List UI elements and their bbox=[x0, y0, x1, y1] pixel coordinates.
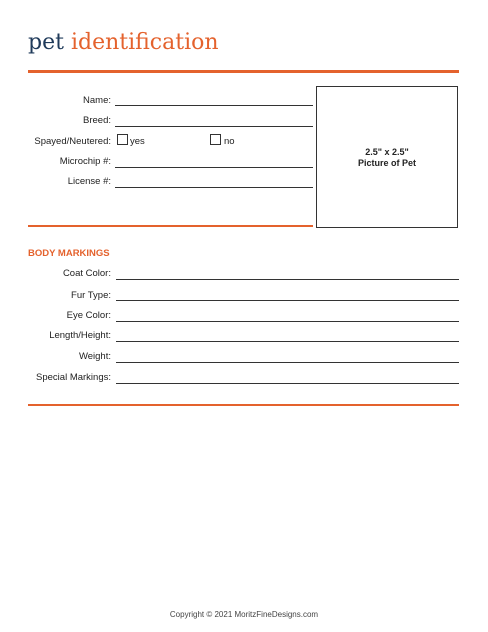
section-divider-1 bbox=[28, 225, 313, 227]
special-markings-label: Special Markings: bbox=[36, 372, 111, 383]
fur-type-label: Fur Type: bbox=[71, 290, 111, 301]
spayed-yes-checkbox[interactable] bbox=[117, 134, 128, 145]
title-word-pet: pet bbox=[28, 30, 64, 55]
name-label: Name: bbox=[83, 95, 111, 106]
weight-field[interactable] bbox=[116, 362, 459, 363]
length-height-field[interactable] bbox=[116, 341, 459, 342]
breed-field[interactable] bbox=[115, 126, 313, 127]
microchip-label: Microchip #: bbox=[59, 156, 111, 167]
fur-type-field[interactable] bbox=[116, 300, 459, 301]
coat-color-field[interactable] bbox=[116, 279, 459, 280]
photo-caption: Picture of Pet bbox=[357, 158, 416, 168]
microchip-field[interactable] bbox=[115, 167, 313, 168]
page-title bbox=[28, 30, 219, 55]
section-divider-2 bbox=[28, 404, 459, 406]
copyright-footer: Copyright © 2021 MoritzFineDesigns.com bbox=[169, 610, 319, 619]
eye-color-field[interactable] bbox=[116, 321, 459, 322]
photo-size-text: 2.5" x 2.5" bbox=[365, 147, 409, 157]
license-field[interactable] bbox=[115, 187, 313, 188]
header-divider bbox=[28, 70, 459, 73]
coat-color-label: Coat Color: bbox=[62, 268, 111, 279]
title-word-identification: identification bbox=[70, 30, 219, 55]
spayed-yes-label: yes bbox=[130, 136, 145, 147]
eye-color-label: Eye Color: bbox=[66, 310, 111, 321]
body-markings-heading: BODY MARKINGS bbox=[28, 248, 110, 259]
breed-label: Breed: bbox=[83, 115, 111, 126]
photo-box[interactable] bbox=[316, 86, 458, 228]
license-label: License #: bbox=[67, 176, 111, 187]
spayed-no-label: no bbox=[224, 136, 235, 147]
name-field[interactable] bbox=[115, 105, 313, 106]
weight-label: Weight: bbox=[78, 351, 111, 362]
spayed-neutered-label: Spayed/Neutered: bbox=[34, 136, 111, 147]
spayed-no-checkbox[interactable] bbox=[210, 134, 221, 145]
length-height-label: Length/Height: bbox=[49, 330, 111, 341]
special-markings-field[interactable] bbox=[116, 383, 459, 384]
